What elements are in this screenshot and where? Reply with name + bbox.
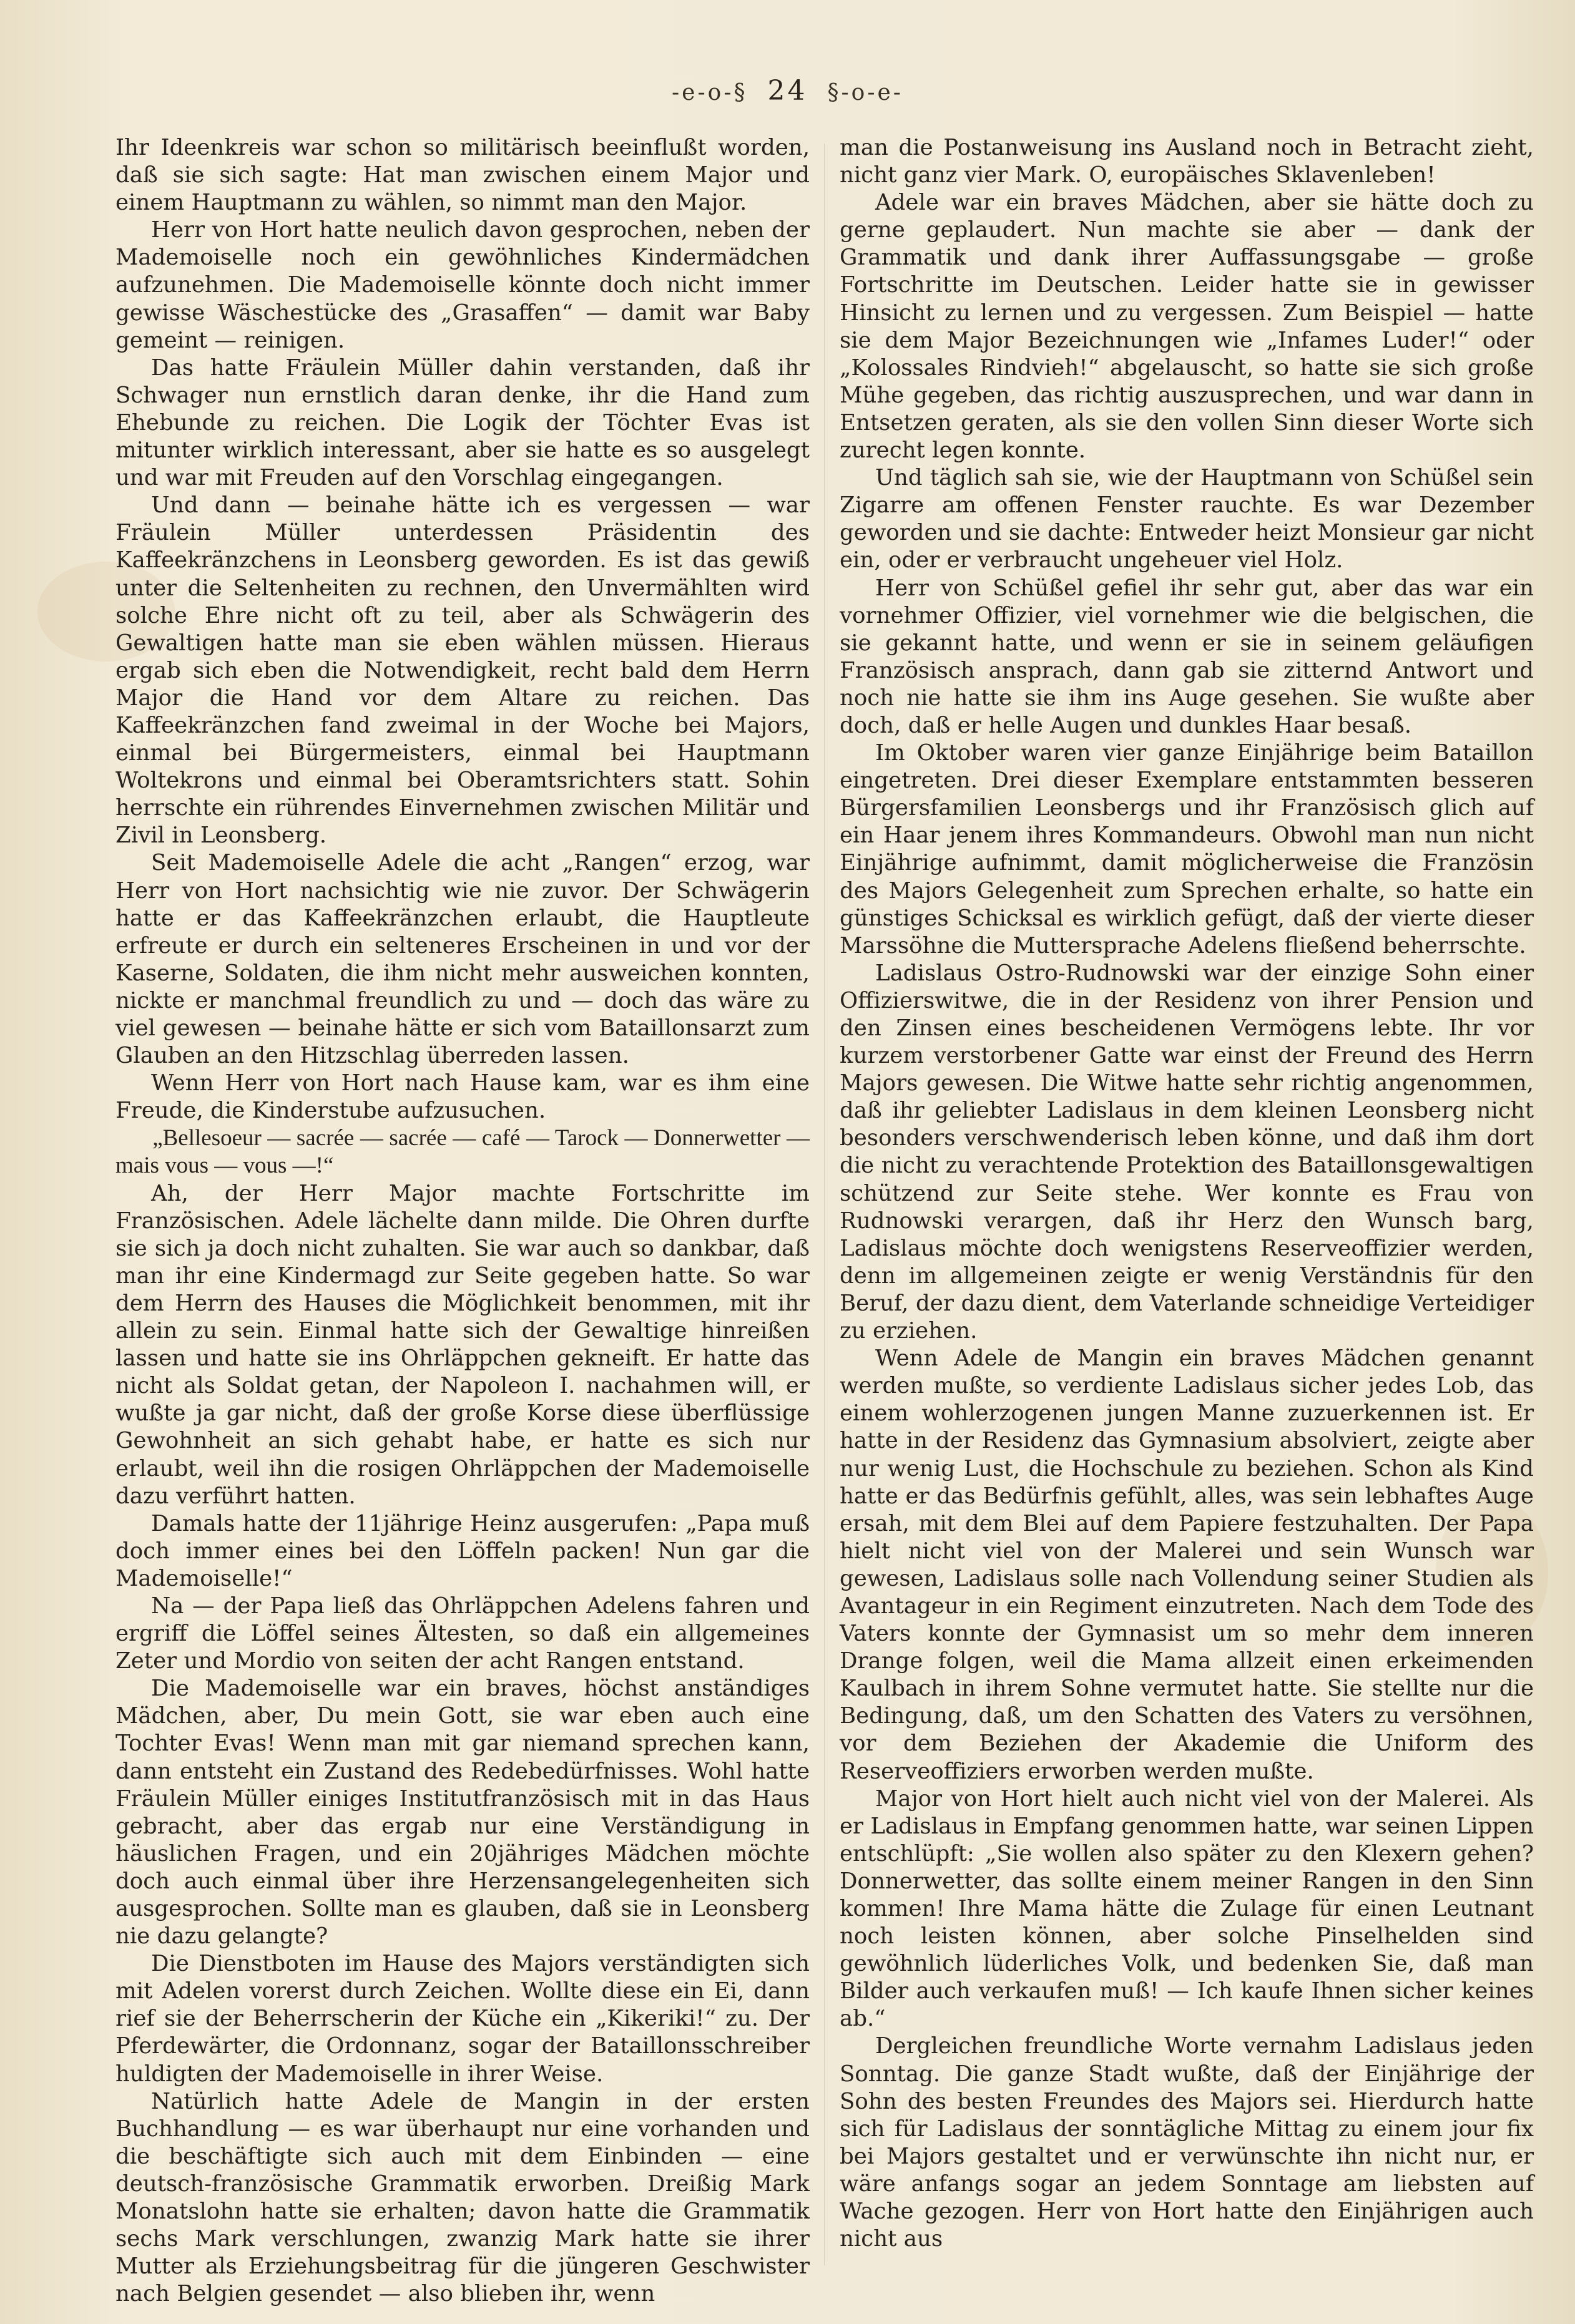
paragraph: Das hatte Fräulein Müller dahin verstanden, daß ihr Schwager nun ernstlich daran denke, ihr die Hand zum Ehebunde zu reichen. Die Logik der Töchter Evas ist mitunter wirklich interessant, aber sie hatte es so ausgelegt und war mit Freuden auf den Vorschlag eingegangen. <box>115 354 810 491</box>
paragraph: Herr von Schüßel gefiel ihr sehr gut, aber das war ein vornehmer Offizier, viel vornehmer wie die belgischen, die sie gekannt hatte, und wenn er sie in seinem geläufigen Französisch ansprach, dann gab sie zitternd Antwort und noch nie hatte sie ihm ins Auge gesehen. Sie wußte aber doch, daß er helle Augen und dunkles Haar besaß. <box>840 575 1534 738</box>
paragraph: Major von Hort hielt auch nicht viel von der Malerei. Als er Ladislaus in Empfang genommen hatte, war seinen Lippen entschlüpft: „Sie wollen also später zu den Klexern gehen? Donnerwetter, das sollte einem meiner Rangen in den Sinn kommen! Ihre Mama hätte die Zulage für einen Leutnant noch leisten können, aber solche Pinselhelden sind gewöhnlich lüderliches Volk, und bedenken Sie, daß man Bilder auch verkaufen muß! — Ich kaufe Ihnen sicher keines ab.“ <box>840 1785 1534 2032</box>
paragraph: Und täglich sah sie, wie der Hauptmann von Schüßel sein Zigarre am offenen Fenster rauchte. Es war Dezember geworden und sie dachte: Entweder heizt Monsieur gar nicht ein, oder er verbraucht ungeheuer viel Holz. <box>840 465 1534 574</box>
paragraph: Herr von Hort hatte neulich davon gesprochen, neben der Mademoiselle noch ein gewöhnliches Kindermädchen aufzunehmen. Die Mademoiselle könnte doch nicht immer gewisse Wäschestücke des „Grasaffen“ — damit war Baby gemeint — reinigen. <box>115 217 810 353</box>
left-text-column <box>115 134 810 2307</box>
page-number: 24 <box>767 75 808 107</box>
paragraph: Wenn Adele de Mangin ein braves Mädchen genannt werden mußte, so verdiente Ladislaus sicher jedes Lob, das einem wohlerzogenen jungen Manne zuzuerkennen ist. Er hatte in der Residenz das Gymnasium absolviert, zeigte aber nur wenig Lust, die Hochschule zu beziehen. Schon als Kind hatte er das Bedürfnis gefühlt, alles, was sein lebhaftes Auge ersah, mit dem Blei auf dem Papiere festzuhalten. Der Papa hielt nicht viel von der Malerei und sein Wunsch war gewesen, Ladislaus solle nach Vollendung seiner Studien als Avantageur in ein Regiment einzutreten. Nach dem Tode des Vaters konnte der Gymnasist um so mehr dem inneren Drange folgen, weil die Mama allzeit einen erkeimenden Kaulbach in ihrem Sohne vermutet hatte. Sie stellte nur die Bedingung, daß, um den Schatten des Vaters zu versöhnen, vor dem Beziehen der Akademie die Uniform des Reserveoffiziers erworben werden mußte. <box>840 1345 1534 1784</box>
page-header <box>0 75 1575 107</box>
paragraph: Seit Mademoiselle Adele die acht „Rangen“ erzog, war Herr von Hort nachsichtig wie nie zuvor. Der Schwägerin hatte er das Kaffeekränzchen erlaubt, die Hauptleute erfreute er durch ein selteneres Erscheinen in und vor der Kaserne, Soldaten, die ihm nicht mehr ausweichen konnten, nickte er manchmal freundlich zu und — doch das wäre zu viel gewesen — beinahe hätte er sich vom Bataillonsarzt zum Glauben an den Hitzschlag überreden lassen. <box>115 850 810 1069</box>
paragraph: Und dann — beinahe hätte ich es vergessen — war Fräulein Müller unterdessen Präsidentin des Kaffeekränzchens in Leonsberg geworden. Es ist das gewiß unter die Seltenheiten zu rechnen, den Unvermählten wird solche Ehre nicht oft zu teil, aber als Schwägerin des Gewaltigen hatte man sie eben wählen müssen. Hieraus ergab sich eben die Notwendigkeit, recht bald dem Herrn Major die Hand vor dem Altare zu reichen. Das Kaffeekränzchen fand zweimal in der Woche bei Majors, einmal bei Bürgermeisters, einmal bei Hauptmann Woltekrons und einmal bei Oberamtsrichters statt. Sohin herrschte ein rührendes Einvernehmen zwischen Militär und Zivil in Leonsberg. <box>115 492 810 849</box>
paragraph: Die Dienstboten im Hause des Majors verständigten sich mit Adelen vorerst durch Zeichen. Wollte diese ein Ei, dann rief sie der Beherrscherin der Küche ein „Kikeriki!“ zu. Der Pferdewärter, die Ordonnanz, sogar der Bataillonsschreiber huldigten der Mademoiselle in ihrer Weise. <box>115 1951 810 2087</box>
right-text-column <box>840 134 1534 2275</box>
paragraph: Ladislaus Ostro-Rudnowski war der einzige Sohn einer Offizierswitwe, die in der Residenz von ihrer Pension und den Zinsen eines bescheidenen Vermögens lebte. Ihr vor kurzem verstorbener Gatte war einst der Freund des Herrn Majors gewesen. Die Witwe hatte sehr richtig angenommen, daß ihr geliebter Ladislaus in dem kleinen Leonsberg nicht besonders verschwenderisch leben könne, und daß ihm dort die nicht zu verachtende Protektion des Bataillonsgewaltigen schützend zur Seite stehe. Wer konnte es Frau von Rudnowski verargen, daß ihr Herz den Wunsch barg, Ladislaus möchte doch wenigstens Reserveoffizier werden, denn im allgemeinen zeigte er wenig Verständnis für den Beruf, der dazu dient, dem Vaterlande schneidige Verteidiger zu erziehen. <box>840 960 1534 1344</box>
left-ornament: -e-o-§ <box>672 80 748 105</box>
paragraph: Die Mademoiselle war ein braves, höchst anständiges Mädchen, aber, Du mein Gott, sie war eben auch eine Tochter Evas! Wenn man mit gar niemand sprechen kann, dann entsteht ein Zustand des Redebedürfnisses. Wohl hatte Fräulein Müller einiges Institutfranzösisch mit in das Haus gebracht, aber das ergab nur eine Verständigung in häuslichen Fragen, und ein 20jähriges Mädchen möchte doch auch einmal über ihre Herzensangelegenheiten sich ausgesprochen. Sollte man es glauben, daß sie in Leonsberg nie dazu gelangte? <box>115 1676 810 1950</box>
paragraph: Na — der Papa ließ das Ohrläppchen Adelens fahren und ergriff die Löffel seines Ältesten, so daß ein allgemeines Zeter und Mordio von seiten der acht Rangen entstand. <box>115 1593 810 1674</box>
paragraph: Ihr Ideenkreis war schon so militärisch beeinflußt worden, daß sie sich sagte: Hat man zwischen einem Major und einem Hauptmann zu wählen, so nimmt man den Major. <box>115 135 810 216</box>
paragraph: Damals hatte der 11jährige Heinz ausgerufen: „Papa muß doch immer eines bei den Löffeln packen! Nun gar die Mademoiselle!“ <box>115 1510 810 1591</box>
paragraph: „Bellesoeur — sacrée — sacrée — café — Tarock — Donnerwetter — mais vous — vous —!“ <box>115 1125 810 1179</box>
right-ornament: §-o-e- <box>827 80 903 105</box>
paragraph: Wenn Herr von Hort nach Hause kam, war es ihm eine Freude, die Kinderstube aufzusuchen. <box>115 1070 810 1124</box>
paragraph: Dergleichen freundliche Worte vernahm Ladislaus jeden Sonntag. Die ganze Stadt wußte, daß der Einjährige der Sohn des besten Freundes des Majors sei. Hierdurch hatte sich für Ladislaus der sonntägliche Mittag zu einem jour fix bei Majors gestaltet und er verwünschte ihn nicht nur, er wäre anfangs sogar an jedem Sonntage am liebsten auf Wache gezogen. Herr von Hort hatte den Einjährigen auch nicht aus <box>840 2033 1534 2252</box>
paragraph: Im Oktober waren vier ganze Einjährige beim Bataillon eingetreten. Drei dieser Exemplare entstammten besseren Bürgersfamilien Leonsbergs und ihr Französisch glich auf ein Haar jenem ihres Kommandeurs. Obwohl man nun nicht Einjährige aufnimmt, damit möglicherweise die Französin des Majors Gelegenheit zum Sprechen erhalte, so hatte ein günstiges Schicksal es wirklich gefügt, daß der vierte dieser Marssöhne die Muttersprache Adelens fließend beherrschte. <box>840 740 1534 959</box>
paragraph: Adele war ein braves Mädchen, aber sie hätte doch zu gerne geplaudert. Nun machte sie aber — dank der Grammatik und dank ihrer Auffassungsgabe — große Fortschritte im Deutschen. Leider hatte sie in gewisser Hinsicht zu lernen und zu vergessen. Zum Beispiel — hatte sie dem Major Bezeichnungen wie „Infames Luder!“ oder „Kolossales Rindvieh!“ abgelauscht, so hatte sie sich große Mühe gegeben, das richtig auszusprechen, und war dann in Entsetzen geraten, als sie den vollen Sinn dieser Worte sich zurecht legen konnte. <box>840 190 1534 464</box>
paragraph: Ah, der Herr Major machte Fortschritte im Französischen. Adele lächelte dann milde. Die Ohren durfte sie sich ja doch nicht zuhalten. Sie war auch so dankbar, daß man ihr eine Kindermagd zur Seite gegeben hatte. So war dem Herrn des Hauses die Möglichkeit benommen, mit ihr allein zu sein. Einmal hatte sich der Gewaltige hinreißen lassen und hatte sie ins Ohrläppchen gekneift. Er hatte das nicht als Soldat getan, der Napoleon I. nachahmen will, er wußte ja gar nicht, daß der große Korse diese überflüssige Gewohnheit an sich gehabt habe, er hatte es sich nur erlaubt, weil ihn die rosigen Ohrläppchen der Mademoiselle dazu verführt hatten. <box>115 1180 810 1509</box>
paragraph: man die Postanweisung ins Ausland noch in Betracht zieht, nicht ganz vier Mark. O, europäisches Sklavenleben! <box>840 135 1534 188</box>
paragraph: Natürlich hatte Adele de Mangin in der ersten Buchhandlung — es war überhaupt nur eine vorhanden und die beschäftigte sich auch mit dem Einbinden — eine deutsch-französische Grammatik erworben. Dreißig Mark Monatslohn hatte sie erhalten; davon hatte die Grammatik sechs Mark verschlungen, zwanzig Mark hatte sie ihrer Mutter als Erziehungsbeitrag für die jüngeren Geschwister nach Belgien gesendet — also blieben ihr, wenn <box>115 2088 810 2307</box>
column-divider <box>824 144 825 2265</box>
